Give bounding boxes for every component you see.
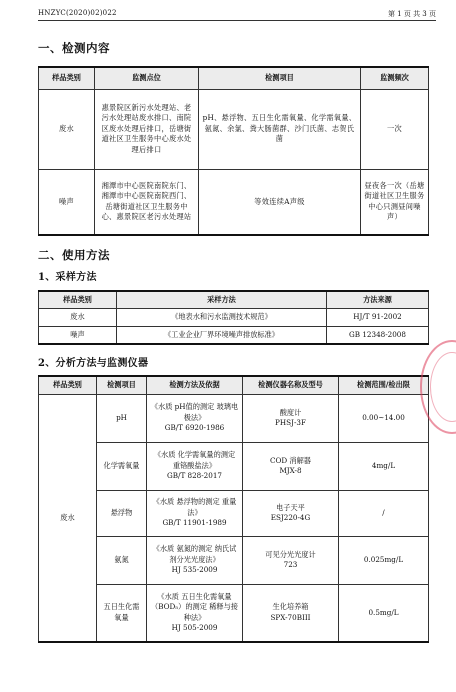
instrument-model: PHSJ-3F <box>275 418 306 427</box>
detection-content-table <box>38 66 429 236</box>
cell-instrument <box>243 442 339 490</box>
method-text: 《水质 氨氮的测定 纳氏试剂分光光度法》 <box>152 544 237 564</box>
col-header: 检测范围/检出限 <box>339 376 429 394</box>
col-header: 样品类别 <box>39 376 97 394</box>
cell-category: 噪声 <box>39 169 95 235</box>
cell-range: 0.00~14.00 <box>339 394 429 442</box>
col-header: 采样方法 <box>117 291 327 308</box>
cell-item: 五日生化需氧量 <box>97 584 147 642</box>
col-header: 样品类别 <box>39 291 117 308</box>
table-row <box>39 442 429 490</box>
table-row <box>39 326 429 344</box>
cell-instrument <box>243 584 339 642</box>
cell-range: / <box>339 490 429 536</box>
cell-source: HJ/T 91-2002 <box>327 308 429 326</box>
cell-source: GB 12348-2008 <box>327 326 429 344</box>
cell-instrument <box>243 490 339 536</box>
col-header: 方法来源 <box>327 291 429 308</box>
cell-category: 废水 <box>39 89 95 169</box>
cell-method: 《工业企业厂界环境噪声排放标准》 <box>117 326 327 344</box>
cell-method <box>147 442 243 490</box>
col-header: 检测项目 <box>97 376 147 394</box>
col-header: 监测点位 <box>95 67 199 89</box>
cell-frequency: 昼夜各一次（岳塘街道社区卫生服务中心只测昼间噪声） <box>361 169 429 235</box>
cell-method <box>147 490 243 536</box>
table-row <box>39 536 429 584</box>
table-row <box>39 169 429 235</box>
cell-method <box>147 394 243 442</box>
instrument-name: 可见分光光度计 <box>265 549 316 559</box>
cell-range: 4mg/L <box>339 442 429 490</box>
cell-category: 废水 <box>39 394 97 642</box>
doc-code: HNZYC(2020)02)022 <box>38 9 117 17</box>
cell-category: 废水 <box>39 308 117 326</box>
cell-items: pH、悬浮物、五日生化需氧量、化学需氧量、氨氮、余氯、粪大肠菌群、沙门氏菌、志贺氏菌 <box>199 89 361 169</box>
method-basis: GB/T 11901-1989 <box>162 518 227 528</box>
col-header: 检测方法及依据 <box>147 376 243 394</box>
instrument-name: 电子天平 <box>276 502 305 512</box>
table-row <box>39 89 429 169</box>
section2-title: 二、使用方法 <box>38 248 110 262</box>
instrument-name: COD 消解器 <box>269 455 311 465</box>
cell-items: 等效连续A声级 <box>199 169 361 235</box>
cell-frequency: 一次 <box>361 89 429 169</box>
cell-category: 噪声 <box>39 326 117 344</box>
col-header: 样品类别 <box>39 67 95 89</box>
method-text: 《水质 悬浮物的测定 重量法》 <box>152 497 237 517</box>
col-header: 监测频次 <box>361 67 429 89</box>
method-basis: GB/T 6920-1986 <box>164 423 225 433</box>
method-text: 《水质 pH值的测定 玻璃电极法》 <box>150 402 239 422</box>
cell-instrument <box>243 394 339 442</box>
cell-item: pH <box>97 394 147 442</box>
table-header-row <box>39 67 429 89</box>
method-basis: HJ 535-2009 <box>171 565 218 575</box>
seal-inner-ring <box>430 352 456 422</box>
cell-method <box>147 536 243 584</box>
page-info: 第 1 页 共 3 页 <box>387 10 436 18</box>
cell-range: 0.025mg/L <box>339 536 429 584</box>
table-header-row <box>39 291 429 308</box>
cell-method: 《地表水和污水监测技术规范》 <box>117 308 327 326</box>
cell-range: 0.5mg/L <box>339 584 429 642</box>
col-header: 检测项目 <box>199 67 361 89</box>
cell-points: 惠景院区新污水处理站、老污水处理站废水排口、南院区废水处理后排口，岳塘街道社区卫生服务中心废水处理后排口 <box>95 89 199 169</box>
instrument-model: MJX-8 <box>279 466 302 475</box>
sampling-method-table <box>38 290 429 345</box>
table-row <box>39 308 429 326</box>
header-divider <box>38 20 436 21</box>
method-text: 《水质 化学需氧量的测定 重铬酸盐法》 <box>153 450 236 470</box>
analysis-method-table <box>38 375 429 643</box>
table-row <box>39 490 429 536</box>
cell-method <box>147 584 243 642</box>
instrument-model: 723 <box>283 560 298 569</box>
table-row <box>39 394 429 442</box>
cell-item: 悬浮物 <box>97 490 147 536</box>
instrument-name: 生化培养箱 <box>272 602 309 612</box>
cell-instrument <box>243 536 339 584</box>
instrument-name: 酸度计 <box>279 407 302 417</box>
sampling-method-title: 1、采样方法 <box>38 272 97 283</box>
cell-item: 化学需氧量 <box>97 442 147 490</box>
table-row <box>39 584 429 642</box>
method-basis: GB/T 828-2017 <box>167 471 222 481</box>
cell-points: 湘潭市中心医院南院东门、湘潭市中心医院南院西门、岳塘街道社区卫生服务中心、惠景院区老污水处理站 <box>95 169 199 235</box>
analysis-method-title: 2、分析方法与监测仪器 <box>38 358 149 369</box>
cell-item: 氨氮 <box>97 536 147 584</box>
col-header: 检测仪器名称及型号 <box>243 376 339 394</box>
instrument-model: SPX-70BIII <box>270 612 311 622</box>
instrument-model: ESJ220-4G <box>270 513 311 522</box>
method-basis: HJ 505-2009 <box>171 623 218 633</box>
method-text: 《水质 五日生化需氧量（BOD₅）的测定 稀释与接种法》 <box>151 591 238 622</box>
table-header-row <box>39 376 429 394</box>
section1-title: 一、检测内容 <box>38 41 110 55</box>
